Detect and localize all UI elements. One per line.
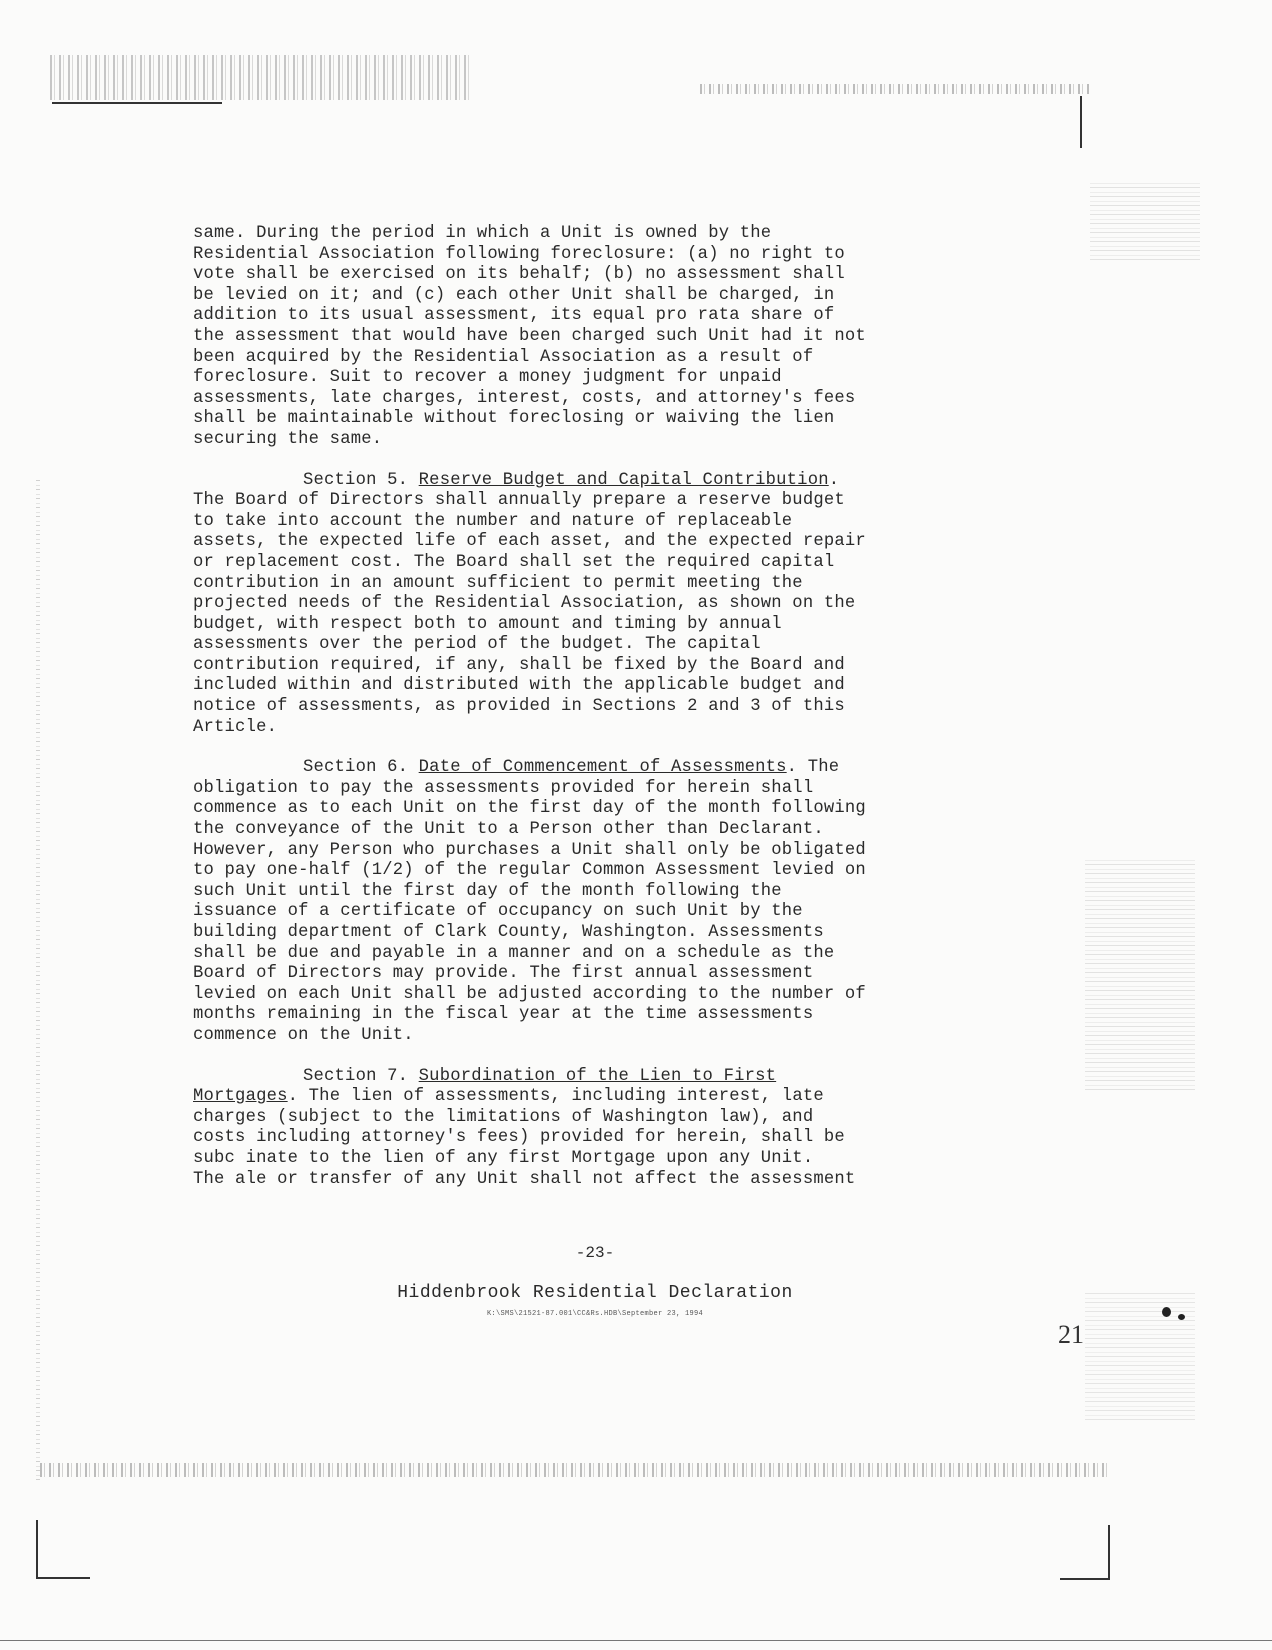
document-title: Hiddenbrook Residential Declaration bbox=[397, 1283, 793, 1303]
scan-edge-top-left bbox=[52, 102, 222, 104]
scan-noise-top-left bbox=[50, 55, 470, 100]
scan-edge-bottom-right-h bbox=[1060, 1578, 1110, 1580]
section-6-label: Section 6. bbox=[303, 758, 409, 778]
section-6 bbox=[193, 758, 1013, 1046]
section-6-heading: Date of Commencement of Assessments bbox=[418, 758, 787, 778]
section-5-label: Section 5. bbox=[303, 470, 409, 490]
section-5-text: . The Board of Directors shall annually prepare a reserve budget to take into account the number and nature of replaceable assets, the expected life of each asset, and the expected repair or replacement cost. The Board shall set the required capital contribution in an amount sufficient to permit meeting the projected needs of the Residential Association, as shown on the budget, with respect both to amount and timing by annual assessments over the period of the budget. The capital contribution required, if any, shall be fixed by the Board and included within and distributed with the applicable budget and notice of assessments, as provided in Sections 2 and 3 of this Article. bbox=[193, 470, 866, 737]
scan-edge-bottom-left-v bbox=[36, 1520, 38, 1578]
scan-noise-left-margin bbox=[36, 480, 40, 1480]
scan-edge-bottom-right-v bbox=[1108, 1525, 1110, 1580]
section-6-text: . The obligation to pay the assessments provided for herein shall commence as to each Unit on the first day of the month following the conveyance of the Unit to a Person other than Declarant. However, any Person who purchases a Unit shall only be obligated to pay one-half (1/2) of the regular Common Assessment levied on such Unit until the first day of the month following the issuance of a certificate of occupancy on such Unit by the building department of Clark County, Washington. Assessments shall be due and payable in a manner and on a schedule as the Board of Directors may provide. The first annual assessment levied on each Unit shall be adjusted according to the number of months remaining in the fiscal year at the time assessments commence on the Unit. bbox=[193, 758, 866, 1045]
margin-stamp: 21 bbox=[1058, 1320, 1084, 1349]
document-body bbox=[193, 224, 1013, 1210]
section-5 bbox=[193, 471, 1013, 739]
scan-edge-very-bottom bbox=[0, 1640, 1272, 1641]
section-5-heading: Reserve Budget and Capital Contribution bbox=[418, 470, 829, 490]
section-7-text: . The lien of assessments, including interest, late charges (subject to the limitations of Washington law), and costs including attorney's fees) provided for herein, shall be subc inate to the lien of any first Mortgage upon any Unit. The ale or transfer of any Unit shall not affect the assessment bbox=[193, 1087, 856, 1189]
file-path: K:\SMS\21521-87.001\CC&Rs.HDB\September 23, 1994 bbox=[486, 1310, 704, 1318]
section-7-label: Section 7. bbox=[303, 1066, 409, 1086]
page-number: -23- bbox=[575, 1244, 615, 1262]
section-7-heading-cont: Mortgages bbox=[193, 1087, 288, 1107]
scan-noise-right-margin-2 bbox=[1085, 860, 1195, 1090]
scan-noise-bottom bbox=[40, 1463, 1110, 1477]
section-7-heading: Subordination of the Lien to First bbox=[418, 1066, 777, 1086]
scan-edge-top-right bbox=[1080, 96, 1082, 148]
scan-noise-top-right bbox=[700, 84, 1090, 94]
paragraph-foreclosure: same. During the period in which a Unit is owned by the Residential Association following foreclosure: (a) no right to vote shall be exercised on its behalf; (b) no assessment shall be levied on it; and (c) each other Unit shall be charged, in addition to its usual assessment, its equal pro rata share of the assessment that would have been charged such Unit had it not been acquired by the Residential Association as a result of foreclosure. Suit to recover a money judgment for unpaid assessments, late charges, interest, costs, and attorney's fees shall be maintainable without foreclosing or waiving the lien securing the same. bbox=[193, 224, 866, 449]
scan-edge-bottom-left-h bbox=[36, 1577, 90, 1579]
section-7 bbox=[193, 1067, 1013, 1191]
scan-noise-right-margin-1 bbox=[1090, 180, 1200, 260]
